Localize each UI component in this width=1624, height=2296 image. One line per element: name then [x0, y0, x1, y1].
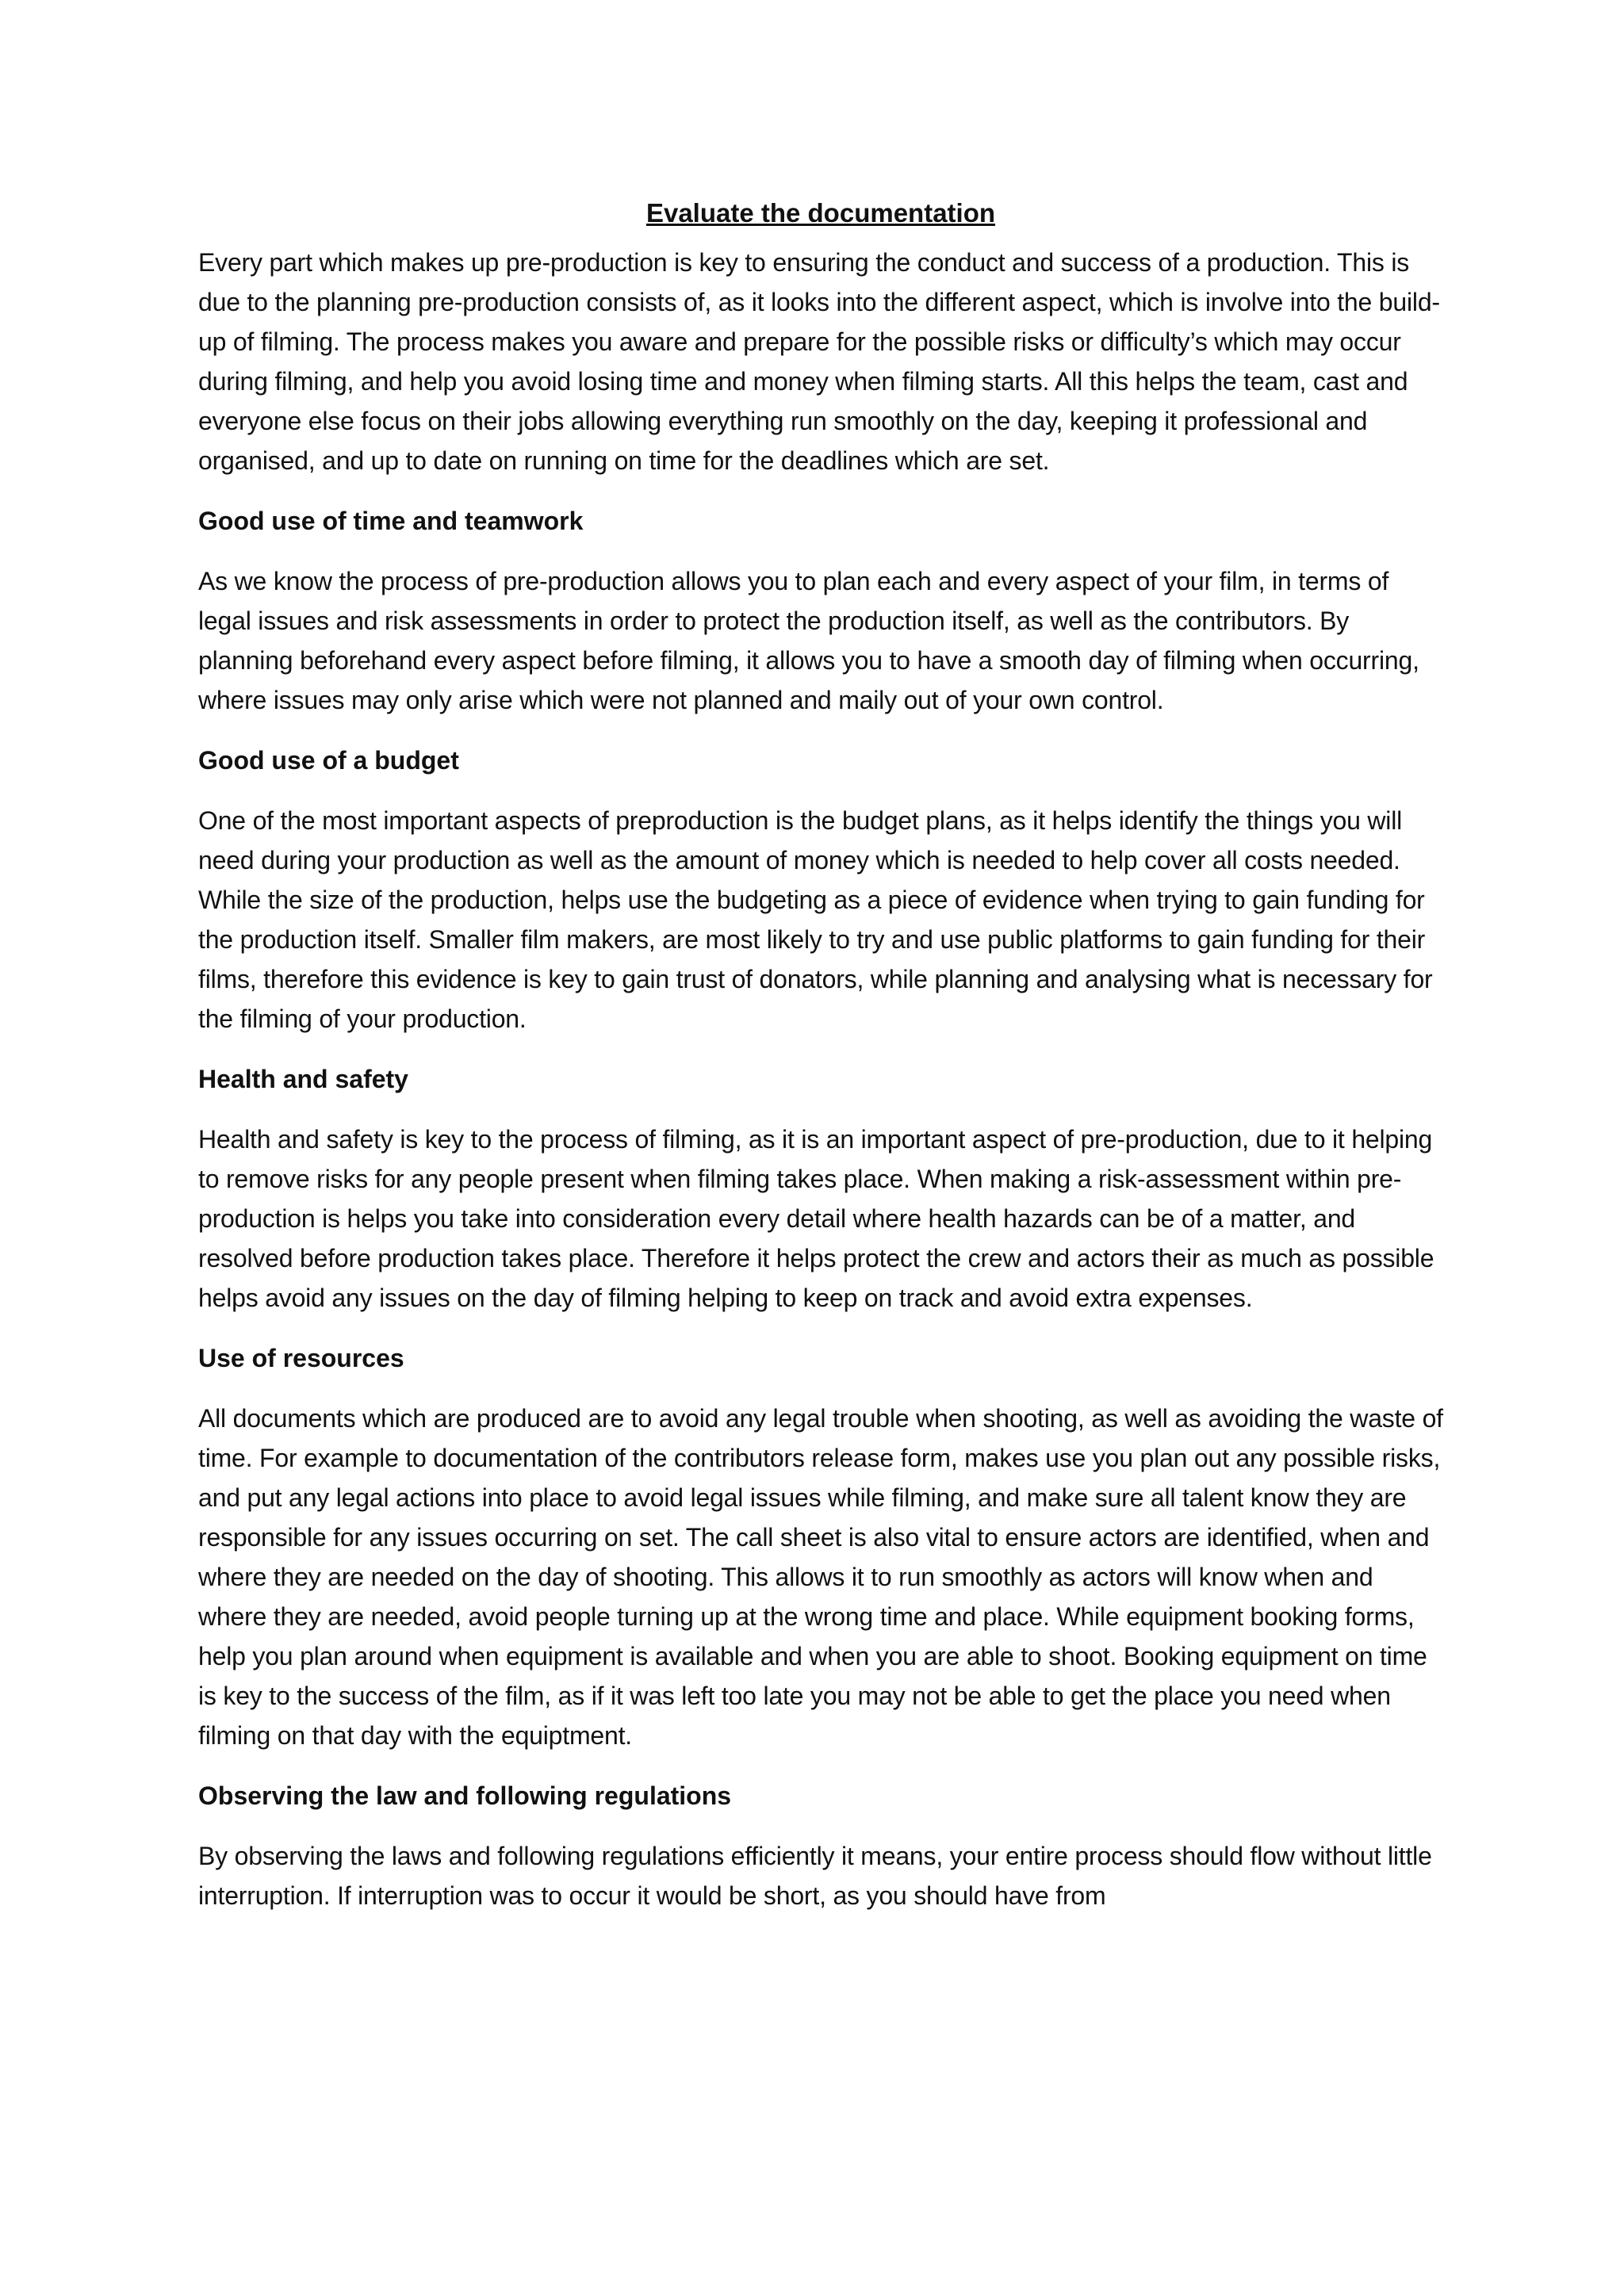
- section-heading-budget: Good use of a budget: [198, 746, 459, 775]
- section-heading-time-teamwork: Good use of time and teamwork: [198, 507, 584, 535]
- section-body-health-safety: Health and safety is key to the process of filming, as it is an important aspect of pre-production, due to it helping to remove risks for any people present when filming takes place. When making a risk-assessment within pre-production is helps you take into consideration every detail where health hazards can be of a matter, and resolved before production takes place. Therefore it helps protect the crew and actors their as much as possible helps avoid any issues on the day of filming helping to keep on track and avoid extra expenses.: [198, 1125, 1434, 1312]
- section-heading-resources: Use of resources: [198, 1344, 404, 1372]
- section-heading-law-regulations: Observing the law and following regulations: [198, 1781, 732, 1810]
- document-body: [198, 193, 1443, 1936]
- section-body-budget: One of the most important aspects of preproduction is the budget plans, as it helps identify the things you will need during your production as well as the amount of money which is needed to help cover all costs needed. While the size of the production, helps use the budgeting as a piece of evidence when trying to gain funding for the production itself. Smaller film makers, are most likely to try and use public platforms to gain funding for their films, therefore this evidence is key to gain trust of donators, while planning and analysing what is necessary for the filming of your production.: [198, 806, 1433, 1033]
- section-body-time-teamwork: As we know the process of pre-production allows you to plan each and every aspect of your film, in terms of legal issues and risk assessments in order to protect the production itself, as well as the contributors. By planning beforehand every aspect before filming, it allows you to have a smooth day of filming when occurring, where issues may only arise which were not planned and maily out of your own control.: [198, 567, 1419, 714]
- section-body-resources: All documents which are produced are to avoid any legal trouble when shooting, as well as avoiding the waste of time. For example to documentation of the contributors release form, makes use you plan out any possible risks, and put any legal actions into place to avoid legal issues while filming, and make sure all talent know they are responsible for any issues occurring on set. The call sheet is also vital to ensure actors are identified, when and where they are needed on the day of shooting. This allows it to run smoothly as actors will know when and where they are needed, avoid people turning up at the wrong time and place. While equipment booking forms, help you plan around when equipment is available and when you are able to shoot. Booking equipment on time is key to the success of the film, as if it was left too late you may not be able to get the place you need when filming on that day with the equiptment.: [198, 1404, 1443, 1750]
- intro-paragraph: Every part which makes up pre-production is key to ensuring the conduct and success of a production. This is due to the planning pre-production consists of, as it looks into the different aspect, which is involve into the build-up of filming. The process makes you aware and prepare for the possible risks or difficulty’s which may occur during filming, and help you avoid losing time and money when filming starts. All this helps the team, cast and everyone else focus on their jobs allowing everything run smoothly on the day, keeping it professional and organised, and up to date on running on time for the deadlines which are set.: [198, 248, 1440, 475]
- section-body-law-regulations: By observing the laws and following regulations efficiently it means, your entire process should flow without little interruption. If interruption was to occur it would be short, as you should have from: [198, 1842, 1432, 1910]
- document-title: Evaluate the documentation: [645, 198, 996, 228]
- section-heading-health-safety: Health and safety: [198, 1065, 408, 1093]
